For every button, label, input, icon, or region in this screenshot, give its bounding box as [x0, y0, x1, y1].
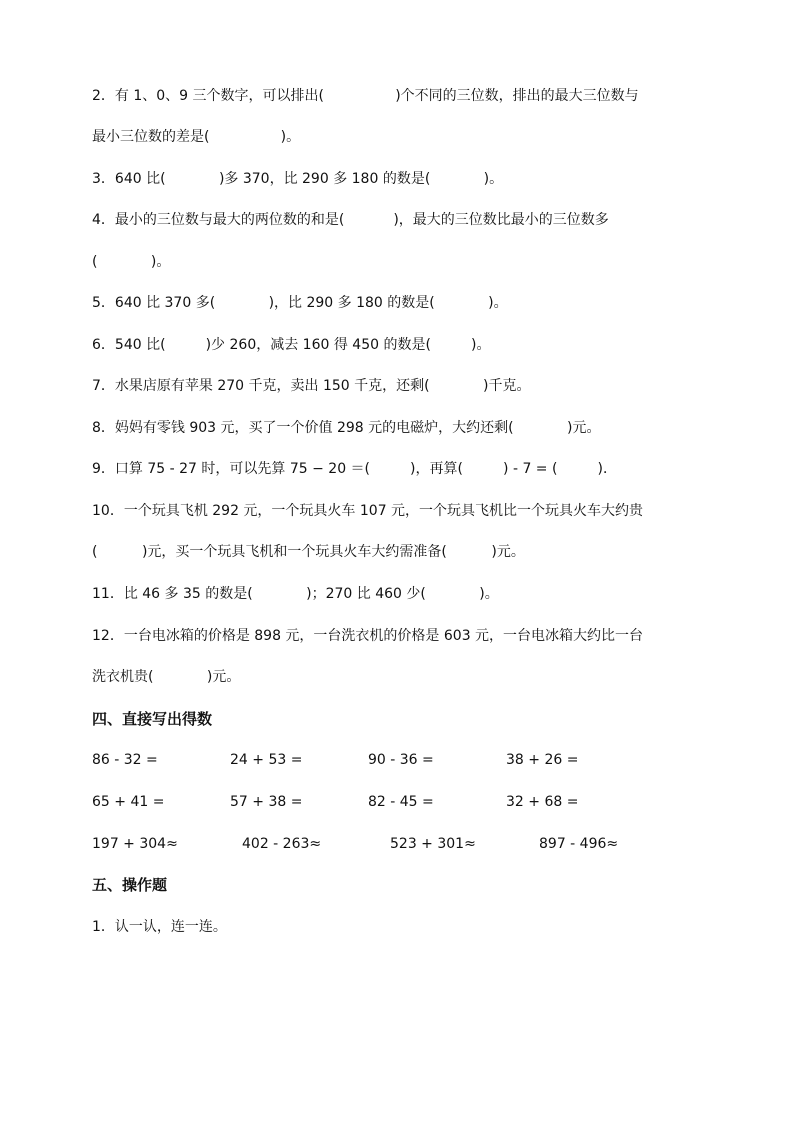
section-5-title: 五、操作题: [92, 876, 168, 894]
question-9: 9．口算 75 - 27 时，可以先算 75 − 20 ＝( )，再算( ) - 7 = ( )．: [92, 461, 617, 477]
calc-r2-c4: 32 + 68 =: [506, 794, 579, 810]
question-2-line-1: 2．有 1、0、9 三个数字，可以排出( )个不同的三位数，排出的最大三位数与: [92, 88, 639, 104]
question-6: 6．540 比( )少 260，减去 160 得 450 的数是( )。: [92, 337, 491, 353]
question-4-line-2: ( )。: [92, 254, 171, 270]
calc-r2-c3: 82 - 45 =: [368, 794, 434, 810]
question-10-line-1: 10．一个玩具飞机 292 元，一个玩具火车 107 元，一个玩具飞机比一个玩具火车大约贵: [92, 503, 644, 519]
question-3: 3．640 比( )多 370，比 290 多 180 的数是( )。: [92, 171, 504, 187]
question-12-line-2: 洗衣机贵( )元。: [92, 669, 241, 685]
calc-r3-c1: 197 + 304≈: [92, 836, 178, 852]
calc-r1-c1: 86 - 32 =: [92, 752, 158, 768]
question-5: 5．640 比 370 多( )，比 290 多 180 的数是( )。: [92, 295, 508, 311]
calc-r1-c2: 24 + 53 =: [230, 752, 303, 768]
question-10-line-2: ( )元，买一个玩具飞机和一个玩具火车大约需准备( )元。: [92, 544, 525, 560]
calc-r2-c1: 65 + 41 =: [92, 794, 165, 810]
calc-r2-c2: 57 + 38 =: [230, 794, 303, 810]
calc-r1-c4: 38 + 26 =: [506, 752, 579, 768]
question-7: 7．水果店原有苹果 270 千克，卖出 150 千克，还剩( )千克。: [92, 378, 531, 394]
question-2-line-2: 最小三位数的差是( )。: [92, 129, 301, 145]
question-8: 8．妈妈有零钱 903 元，买了一个价值 298 元的电磁炉，大约还剩( )元。: [92, 420, 601, 436]
question-12-line-1: 12．一台电冰箱的价格是 898 元，一台洗衣机的价格是 603 元，一台电冰箱大约比一台: [92, 628, 644, 644]
section-5-item-1: 1．认一认，连一连。: [92, 919, 227, 935]
calc-r3-c2: 402 - 263≈: [242, 836, 322, 852]
question-11: 11．比 46 多 35 的数是( )；270 比 460 少( )。: [92, 586, 499, 602]
question-4-line-1: 4．最小的三位数与最大的两位数的和是( )，最大的三位数比最小的三位数多: [92, 212, 609, 228]
calc-r3-c3: 523 + 301≈: [390, 836, 476, 852]
section-4-title: 四、直接写出得数: [92, 710, 213, 728]
calc-r1-c3: 90 - 36 =: [368, 752, 434, 768]
calc-r3-c4: 897 - 496≈: [539, 836, 619, 852]
